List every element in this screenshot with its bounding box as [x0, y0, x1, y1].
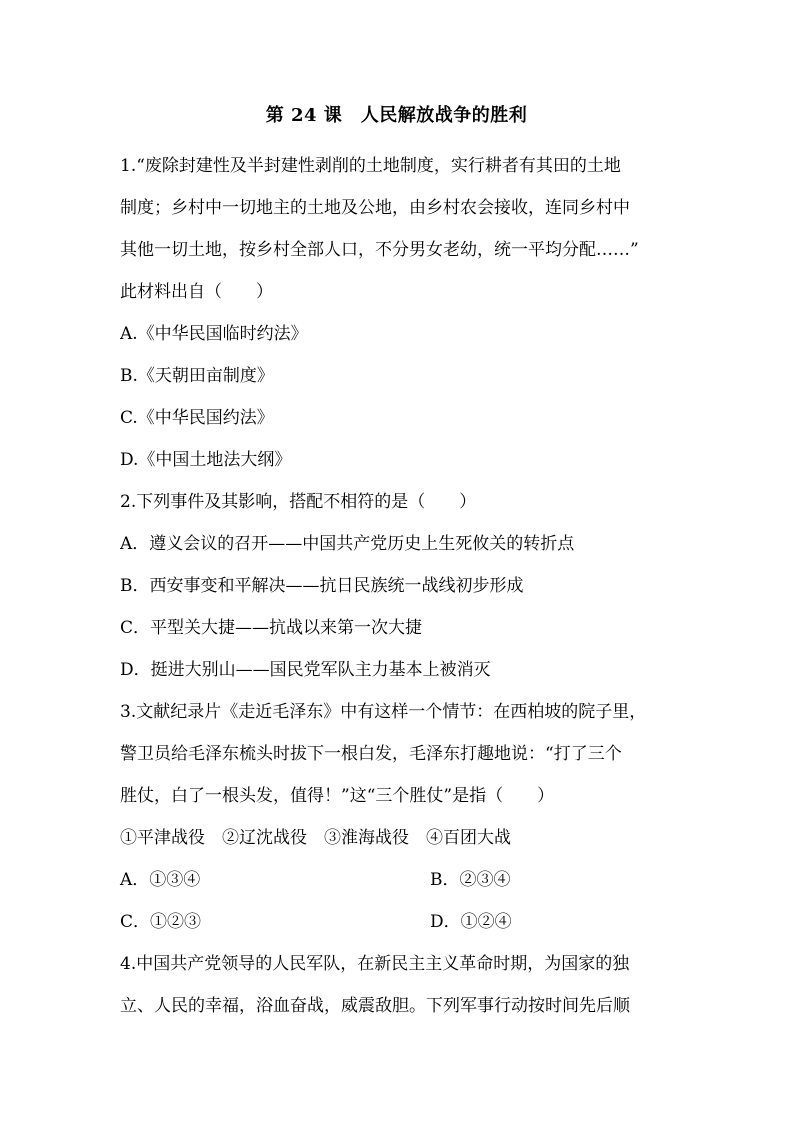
- question-3-option-c: C．①②③: [120, 912, 202, 932]
- question-4: [120, 943, 680, 1027]
- question-1-stem-line-1: 1.“废除封建性及半封建性剥削的土地制度，实行耕者有其田的土地: [120, 156, 621, 176]
- question-1-option-d: D.《中国土地法大纲》: [120, 450, 292, 470]
- question-1-option-a: A.《中华民国临时约法》: [120, 324, 308, 344]
- question-2-option-d: D．挺进大别山——国民党军队主力基本上被消灭: [120, 660, 491, 680]
- question-2-option-b: B．西安事变和平解决——抗日民族统一战线初步形成: [120, 576, 524, 596]
- question-2-option-a: A．遵义会议的召开——中国共产党历史上生死攸关的转折点: [120, 534, 575, 554]
- question-3-option-a: A．①③④: [120, 870, 201, 890]
- question-1-option-c: C.《中华民国约法》: [120, 408, 274, 428]
- question-3-stem-line-1: 3.文献纪录片《走近毛泽东》中有这样一个情节：在西柏坡的院子里，: [120, 702, 647, 722]
- question-3-option-b: B．②③④: [430, 870, 511, 890]
- question-1-option-b: B.《天朝田亩制度》: [120, 366, 274, 386]
- question-3-options-row-1: [120, 859, 680, 901]
- page-title: 第 24 课 人民解放战争的胜利: [265, 105, 528, 126]
- question-1-stem-line-2: 制度；乡村中一切地主的土地及公地，由乡村农会接收，连同乡村中: [120, 198, 630, 218]
- question-3-stem-line-2: 警卫员给毛泽东梳头时拔下一根白发，毛泽东打趣地说：“打了三个: [120, 744, 622, 764]
- question-3-options-row-2: [120, 901, 680, 943]
- question-2: [120, 481, 680, 691]
- question-2-option-c: C．平型关大捷——抗战以来第一次大捷: [120, 618, 423, 638]
- question-3-items: ①平津战役 ②辽沈战役 ③淮海战役 ④百团大战: [120, 828, 511, 848]
- question-3-option-d: D．①②④: [430, 912, 512, 932]
- question-3: [120, 691, 680, 943]
- question-1-stem-line-4: 此材料出自（ ）: [120, 282, 273, 302]
- question-list: [120, 145, 680, 1027]
- question-4-stem-line-2: 立、人民的幸福，浴血奋战，威震敌胆。下列军事行动按时间先后顺: [120, 996, 630, 1016]
- question-2-stem: 2.下列事件及其影响，搭配不相符的是（ ）: [120, 492, 477, 512]
- question-3-stem-line-3: 胜仗，白了一根头发，值得！”这“三个胜仗”是指（ ）: [120, 786, 555, 806]
- question-4-stem-line-1: 4.中国共产党领导的人民军队，在新民主主义革命时期，为国家的独: [120, 954, 630, 974]
- question-1-stem-line-3: 其他一切土地，按乡村全部人口，不分男女老幼，统一平均分配……”: [120, 240, 639, 260]
- question-1: [120, 145, 680, 481]
